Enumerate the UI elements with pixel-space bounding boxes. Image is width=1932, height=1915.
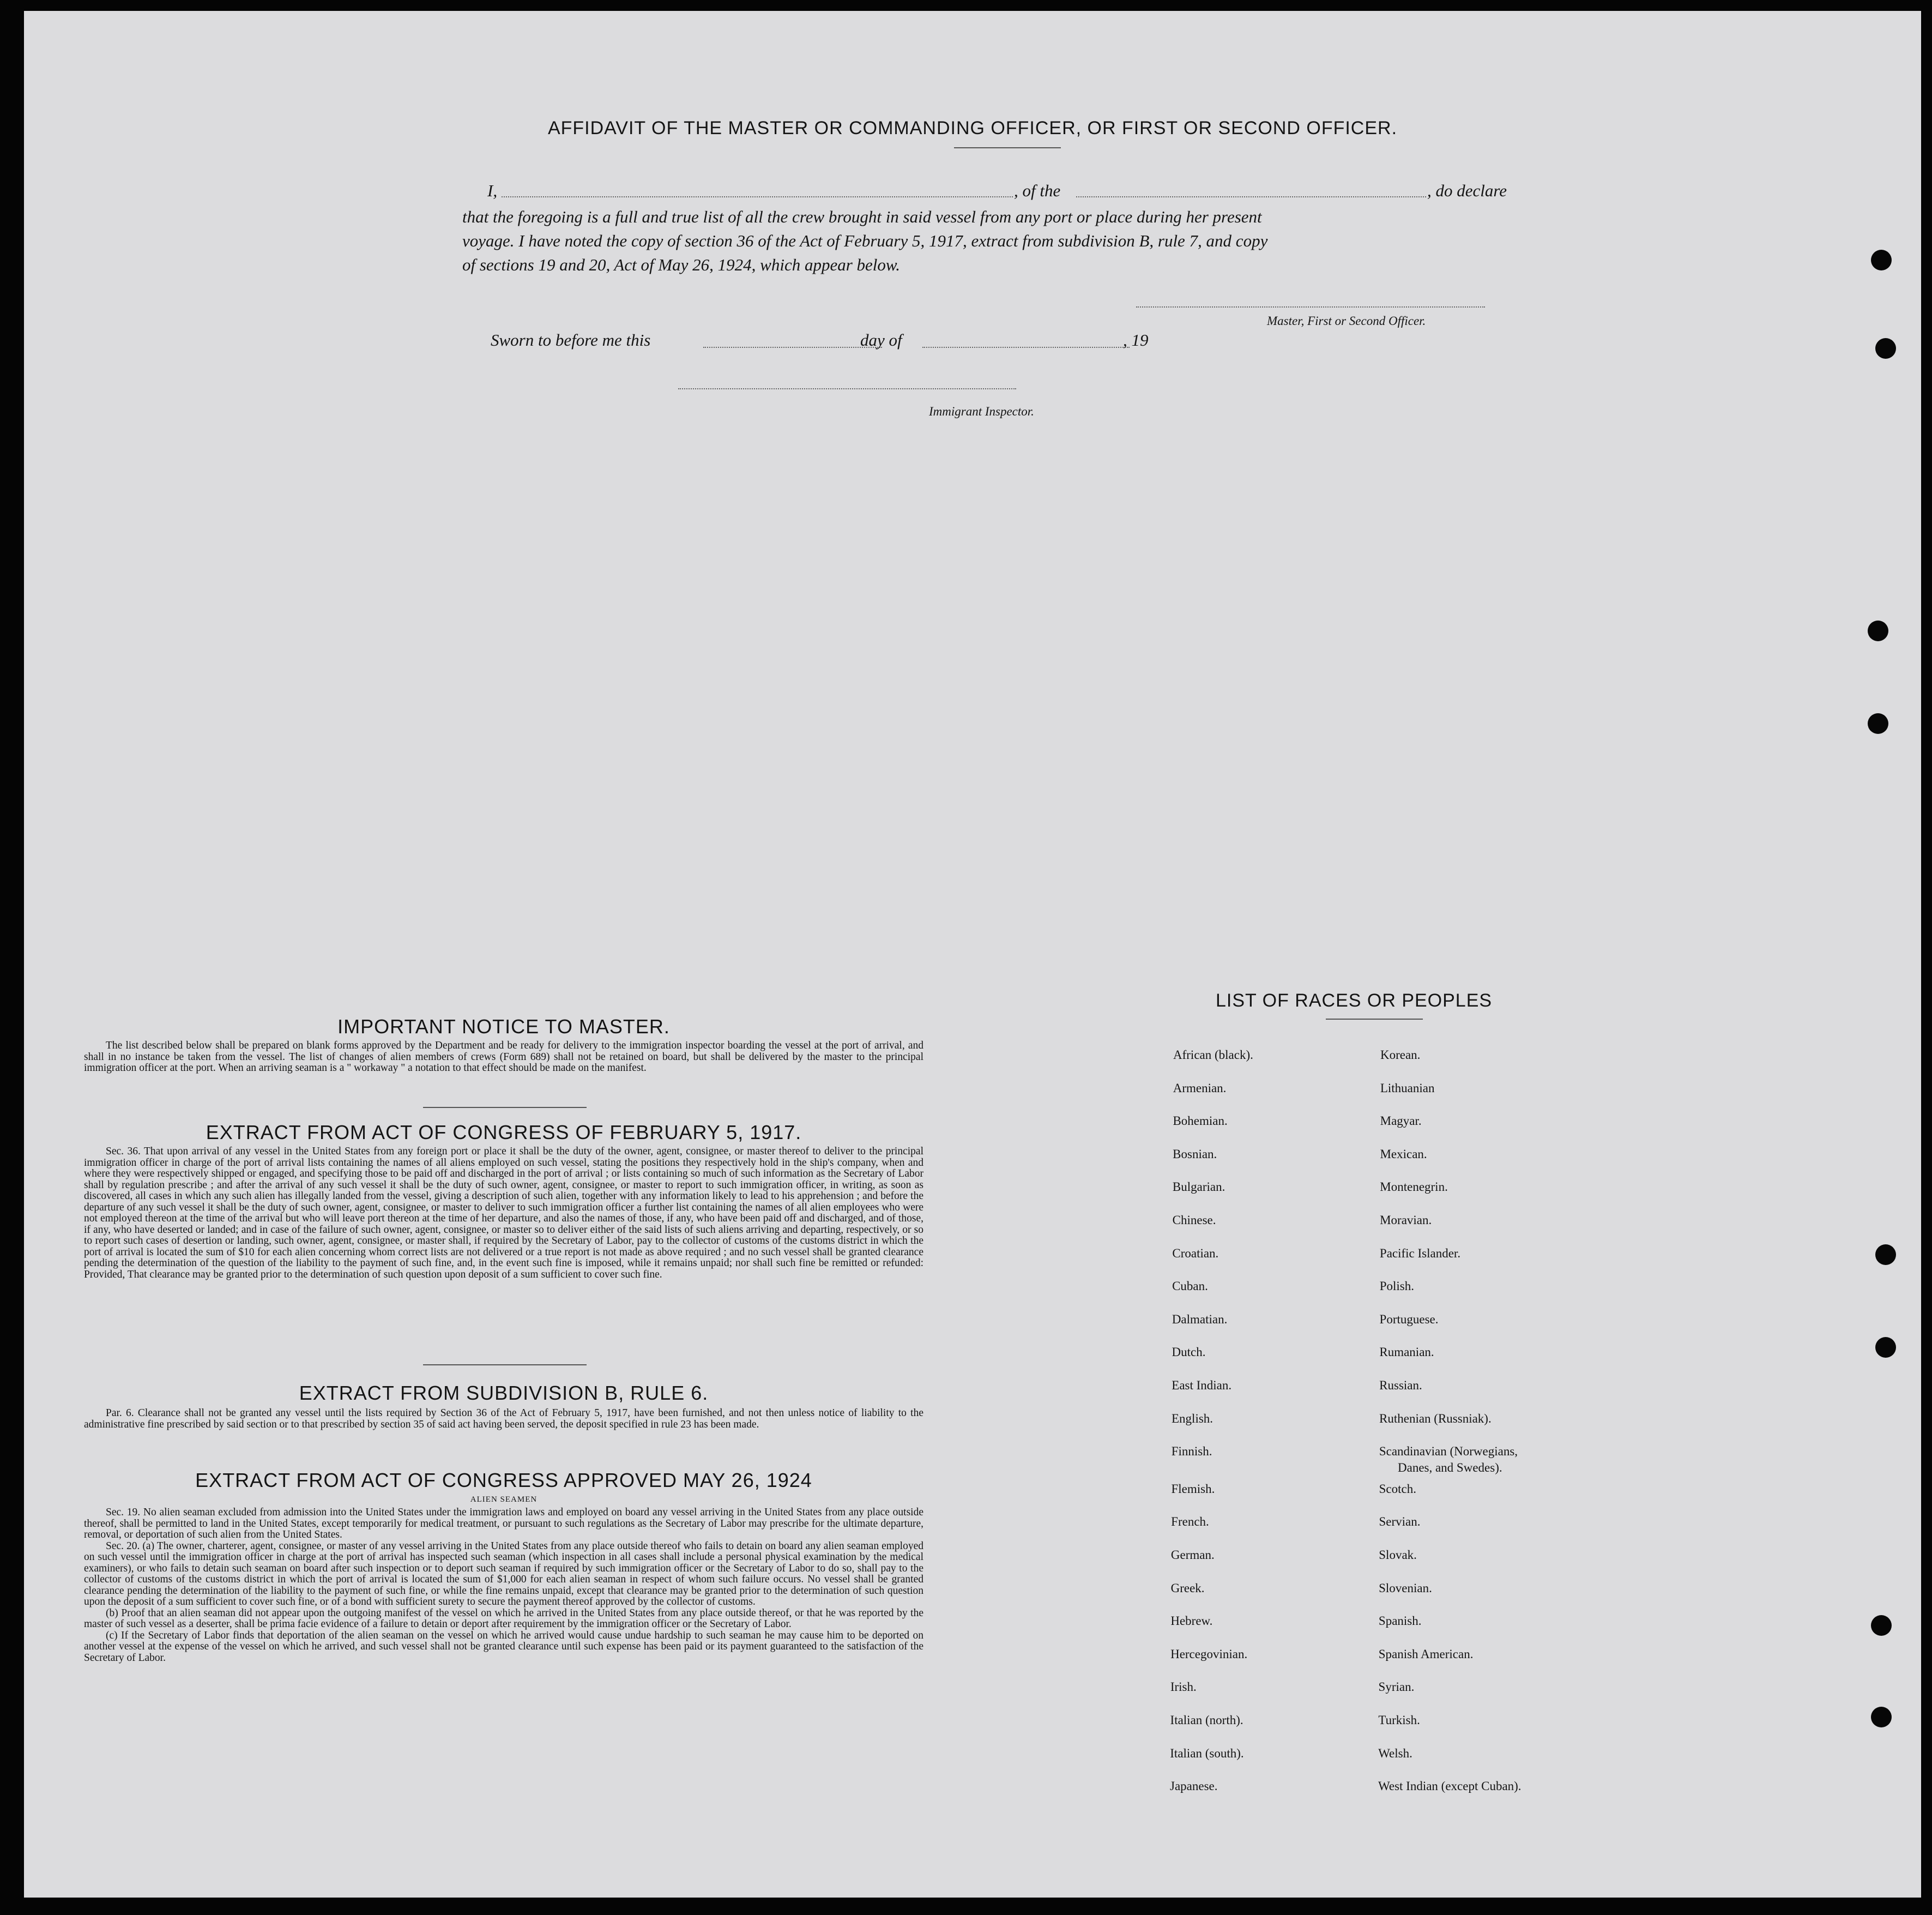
race-item: Ruthenian (Russniak). — [1379, 1411, 1492, 1425]
sworn-year: , 19 — [1123, 330, 1149, 350]
race-item: Finnish. — [1171, 1444, 1212, 1459]
race-item: Danes, and Swedes). — [1398, 1461, 1502, 1475]
race-item: Lithuanian — [1380, 1081, 1435, 1095]
sworn-text: Sworn to before me this — [491, 330, 651, 350]
declare-text: , do declare — [1427, 181, 1507, 200]
race-item: Croatian. — [1172, 1246, 1219, 1260]
affidavit-title: AFFIDAVIT OF THE MASTER OR COMMANDING OFFICER, OR FIRST OR SECOND OFFICER. — [547, 118, 1398, 138]
race-item: Russian. — [1379, 1378, 1422, 1392]
race-item: Spanish American. — [1378, 1647, 1474, 1661]
sec20b-text: (b) Proof that an alien seaman did not appear upon the outgoing manifest of the vessel on which he arrived in the United States from any place outside thereof, or that he was reported by the master of such vessel as a deserter, shall be prima facie evidence of a failure to detain or deport after requirement by the immigration officer or the Secretary of Labor. — [84, 1607, 923, 1630]
race-item: Japanese. — [1170, 1779, 1218, 1793]
declaration-line-2: that the foregoing is a full and true list of all the crew brought in said vessel from any port or place during her present — [462, 207, 1262, 226]
master-signature-field[interactable] — [1136, 306, 1485, 308]
inspector-label: Immigrant Inspector. — [929, 405, 1034, 418]
master-signature-label: Master, First or Second Officer. — [1267, 314, 1426, 328]
race-item: Bohemian. — [1173, 1114, 1228, 1128]
sworn-month-field[interactable] — [922, 347, 1130, 348]
sworn-day-field[interactable] — [703, 347, 882, 348]
race-item: Spanish. — [1378, 1614, 1422, 1628]
punch-hole — [1871, 1615, 1892, 1636]
race-item: Servian. — [1379, 1515, 1421, 1529]
race-item: Slovak. — [1379, 1548, 1417, 1562]
title-divider — [954, 147, 1061, 148]
races-title: LIST OF RACES OR PEOPLES — [1216, 990, 1493, 1011]
race-item: Italian (north). — [1170, 1713, 1243, 1727]
race-item: Cuban. — [1172, 1279, 1208, 1293]
race-item: Hercegovinian. — [1170, 1647, 1248, 1661]
race-item: Irish. — [1170, 1680, 1197, 1694]
notice-text: The list described below shall be prepared on blank forms approved by the Department and be ready for delivery to the immigration inspector boarding the vessel at the port of arrival, and shall in no instance be taken from the vessel. The list of changes of alien members of crews (Form 689) shall not be retained on board, but shall be delivered by the master to the principal immigration officer at the port. When an arriving seaman is a " workaway " a notation to that effect should be made on the manifest. — [84, 1040, 923, 1074]
race-item: Chinese. — [1172, 1213, 1216, 1227]
extract-1917-text: Sec. 36. That upon arrival of any vessel in the United States from any foreign port or place it shall be the duty of the owner, agent, consignee, or master thereof to deliver to the principal immigration officer in charge of the port of arrival lists containing the names of all aliens employed on such vessel, stating the positions they respectively hold in the ship's company, when and where they were respectively shipped or engaged, and specifying those to be paid off and discharged in the port of arrival ; or lists containing so much of such information as the Secretary of Labor shall by regulation prescribe ; and after the arrival of any such vessel it shall be the duty of such owner, agent, consignee, or master to report to such immigration officer, in writing, as soon as discovered, all cases in which any such alien has illegally landed from the vessel, giving a description of such alien, together with any information likely to lead to his apprehension ; and before the departure of any such vessel it shall be the duty of such owner, agent, consignee, or master to deliver to such immigration officer a further list containing the names of all alien employees who were not employed thereon at the time of the arrival but who will leave port thereon at the time of her departure, and also the names of those, if any, who have been paid off and discharged, and of those, if any, who have deserted or landed; and in case of the failure of such owner, agent, consignee, or master so to deliver either of the said lists of such aliens arriving and departing, respectively, or so to report such cases of desertion or landing, such owner, agent, consignee, or master shall, if required by the Secretary of Labor, pay to the collector of customs of the customs district in which the port of arrival is located the sum of $10 for each alien concerning whom correct lists are not delivered or a true report is not made as above required ; and no such vessel shall be granted clearance pending the determination of the question of the liability to the payment of such fine, and, in the event such fine is imposed, while it remains unpaid; nor shall such fine be remitted or refunded: Provided, That clearance may be granted prior to the determination of such question upon deposit of a sum sufficient to cover such fine. — [84, 1146, 923, 1280]
affiant-name-field[interactable] — [502, 196, 1013, 197]
sec19-text: Sec. 19. No alien seaman excluded from admission into the United States under the immigration laws and employed on board any vessel arriving in the United States from any place outside thereof, shall be permitted to land in the United States, except temporarily for medical treatment, or pursuant to such regulations as the Secretary of Labor may prescribe for the ultimate departure, removal, or deportation of such alien from the United States. — [84, 1507, 923, 1540]
sec20a-text: Sec. 20. (a) The owner, charterer, agent, consignee, or master of any vessel arriving in the United States from any place outside thereof who fails to detain on board any alien seaman employed on such vessel until the immigration officer in charge at the port of arrival has inspected such seaman (which inspection in all cases shall include a personal physical examination by the medical examiners), or who fails to detain such seaman on board after such inspection or to deport such seaman if required by such immigration officer or the Secretary of Labor to do so, shall pay to the collector of customs of the customs district in which the port of arrival is located the sum of $1,000 for each alien seaman in respect of whom such failure occurs. No vessel shall be granted clearance pending the determination of the liability to the payment of such fine, or while the fine remains unpaid, except that clearance may be granted prior to the determination of such question upon the deposit of a sum sufficient to cover such fine, or of a bond with sufficient surety to secure the payment thereof approved by the collector of customs. — [84, 1540, 923, 1607]
race-item: Bulgarian. — [1172, 1180, 1225, 1194]
race-item: East Indian. — [1172, 1378, 1232, 1392]
race-item: Rumanian. — [1379, 1345, 1434, 1359]
declaration-line-4: of sections 19 and 20, Act of May 26, 1924, which appear below. — [462, 255, 901, 274]
race-item: Italian (south). — [1170, 1746, 1244, 1760]
extract-1924-body — [84, 1507, 923, 1664]
sec20c-text: (c) If the Secretary of Labor finds that deportation of the alien seaman on the vessel on which he arrived would cause undue hardship to such seaman he may cause him to be deported on another vessel at the expense of the vessel on which he arrived, and such vessel shall not be granted clearance until such expense has been paid or its payment guaranteed to the satisfaction of the Secretary of Labor. — [84, 1629, 923, 1664]
race-item: Turkish. — [1378, 1713, 1420, 1727]
punch-hole — [1875, 1337, 1896, 1358]
declaration-line-3: voyage. I have noted the copy of section 36 of the Act of February 5, 1917, extract from subdivision B, rule 7, and copy — [462, 231, 1268, 250]
affiant-prefix: I, — [487, 181, 498, 200]
form-page — [24, 11, 1921, 1898]
extract-1917-title: EXTRACT FROM ACT OF CONGRESS OF FEBRUARY 5, 1917. — [206, 1121, 802, 1143]
race-item: English. — [1172, 1411, 1213, 1425]
race-item: Mexican. — [1380, 1147, 1427, 1161]
extract-1917-divider — [423, 1364, 587, 1365]
race-item: Magyar. — [1380, 1114, 1422, 1128]
notice-title: IMPORTANT NOTICE TO MASTER. — [337, 1015, 670, 1038]
notice-divider — [423, 1107, 587, 1108]
race-item: Bosnian. — [1173, 1147, 1217, 1161]
race-item: Korean. — [1380, 1048, 1421, 1062]
alien-seamen-subtitle: ALIEN SEAMEN — [470, 1495, 538, 1504]
race-item: Armenian. — [1173, 1081, 1227, 1095]
rule6-text: Par. 6. Clearance shall not be granted any vessel until the lists required by Section 36 of the Act of February 5, 1917, have been furnished, and not then unless notice of liability to the administrative fine prescribed by said section or to that prescribed by section 35 of said act having been served, the deposit specified in rule 23 has been made. — [84, 1407, 923, 1430]
inspector-signature-field[interactable] — [678, 388, 1016, 389]
race-item: Greek. — [1170, 1581, 1205, 1595]
race-item: Scotch. — [1379, 1482, 1416, 1496]
race-item: German. — [1170, 1548, 1215, 1562]
sworn-day-of: day of — [860, 330, 902, 350]
rule6-title: EXTRACT FROM SUBDIVISION B, RULE 6. — [299, 1382, 709, 1404]
punch-hole — [1875, 1244, 1896, 1265]
race-item: Pacific Islander. — [1379, 1246, 1461, 1260]
extract-1924-title: EXTRACT FROM ACT OF CONGRESS APPROVED MAY 26, 1924 — [195, 1469, 812, 1491]
race-item: Portuguese. — [1379, 1312, 1439, 1326]
race-item: Polish. — [1379, 1279, 1414, 1293]
race-item: French. — [1171, 1515, 1209, 1529]
punch-hole — [1871, 1707, 1892, 1727]
race-item: Hebrew. — [1170, 1614, 1213, 1628]
race-item: Scandinavian (Norwegians, — [1379, 1444, 1518, 1459]
race-item: West Indian (except Cuban). — [1378, 1779, 1522, 1793]
vessel-name-field[interactable] — [1076, 196, 1426, 197]
races-divider — [1326, 1019, 1423, 1020]
punch-hole — [1868, 713, 1888, 734]
punch-hole — [1875, 338, 1896, 359]
race-item: Dutch. — [1172, 1345, 1206, 1359]
race-item: Welsh. — [1378, 1746, 1412, 1760]
race-item: Flemish. — [1171, 1482, 1215, 1496]
punch-hole — [1871, 250, 1892, 270]
race-item: Dalmatian. — [1172, 1312, 1228, 1326]
race-item: Slovenian. — [1379, 1581, 1432, 1595]
race-item: African (black). — [1173, 1048, 1253, 1062]
vessel-prefix: , of the — [1014, 181, 1061, 200]
race-item: Montenegrin. — [1380, 1180, 1448, 1194]
race-item: Syrian. — [1378, 1680, 1415, 1694]
punch-hole — [1868, 621, 1888, 641]
race-item: Moravian. — [1380, 1213, 1432, 1227]
